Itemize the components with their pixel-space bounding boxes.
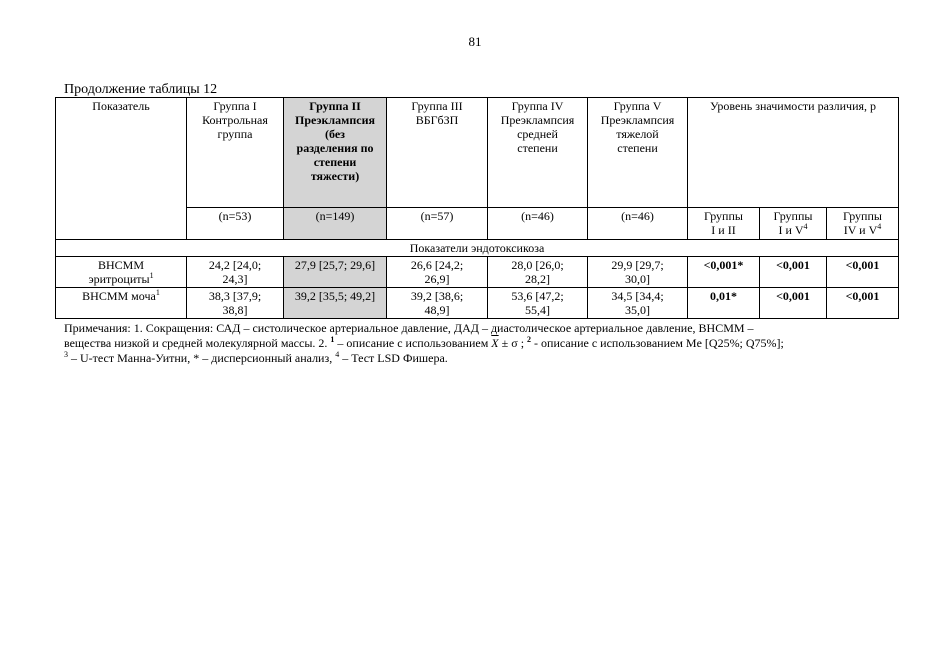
header-group-1: Группа I Контрольная группа — [187, 98, 284, 208]
header-group-5: Группа V Преэклампсия тяжелой степени — [588, 98, 688, 208]
value-cell: 53,6 [47,2; 55,4] — [488, 288, 588, 319]
sig-col-2: Группы I и $V^4$ — [760, 208, 827, 240]
value-cell: 38,3 [37,9; 38,8] — [187, 288, 284, 319]
n-group-5: (n=46) — [588, 208, 688, 240]
value-cell: 34,5 [34,4; 35,0] — [588, 288, 688, 319]
p-value: <0,001 — [827, 288, 899, 319]
table-caption: Продолжение таблицы 12 — [64, 82, 218, 97]
sig-col-1: Группы I и II — [688, 208, 760, 240]
value-cell: 39,2 [35,5; 49,2] — [284, 288, 387, 319]
value-cell: 27,9 [25,7; 29,6] — [284, 257, 387, 288]
value-cell: 26,6 [24,2; 26,9] — [387, 257, 488, 288]
table-notes: Примечания: 1. Сокращения: САД – систолическое артериальное давление, ДАД – диастолическое артериальное давление, ВНСММ – вещества низкой и средней молекулярной массы. 2. $^1$ – описание с использованием $\overline{X} \pm \sigma$ ; $^2$ - описание с использованием Me [Q25%; Q75%]; $^3$ – U-тест Манна-Уитни, * – дисперсионный анализ, $^4$ – Тест LSD Фишера. — [64, 321, 784, 365]
value-cell: 28,0 [26,0; 28,2] — [488, 257, 588, 288]
row-label: ВНСММ эритроциты$^1$ — [56, 257, 187, 288]
value-cell: 24,2 [24,0; 24,3] — [187, 257, 284, 288]
page-number: 81 — [468, 34, 482, 49]
n-group-4: (n=46) — [488, 208, 588, 240]
p-value: 0,01* — [688, 288, 760, 319]
p-value: <0,001 — [827, 257, 899, 288]
header-group-4: Группа IV Преэклампсия средней степени — [488, 98, 588, 208]
p-value: <0,001* — [688, 257, 760, 288]
table-row — [56, 257, 899, 288]
n-group-3: (n=57) — [387, 208, 488, 240]
value-cell: 29,9 [29,7; 30,0] — [588, 257, 688, 288]
value-cell: 39,2 [38,6; 48,9] — [387, 288, 488, 319]
p-value: <0,001 — [760, 288, 827, 319]
header-significance: Уровень значимости различия, р — [688, 98, 899, 208]
section-title: Показатели эндотоксикоза — [56, 240, 899, 257]
header-group-2: Группа II Преэклампсия (без разделения по степени тяжести) — [284, 98, 387, 208]
table-row — [56, 288, 899, 319]
header-indicator: Показатель — [56, 98, 187, 240]
sig-col-3: Группы IV и $V^4$ — [827, 208, 899, 240]
n-group-1: (n=53) — [187, 208, 284, 240]
n-group-2: (n=149) — [284, 208, 387, 240]
p-value: <0,001 — [760, 257, 827, 288]
header-group-3: Группа III ВБГбЗП — [387, 98, 488, 208]
row-label: ВНСММ моча$^1$ — [56, 288, 187, 319]
data-table — [55, 97, 899, 319]
xbar-symbol: $\overline{X}$ — [491, 336, 499, 350]
